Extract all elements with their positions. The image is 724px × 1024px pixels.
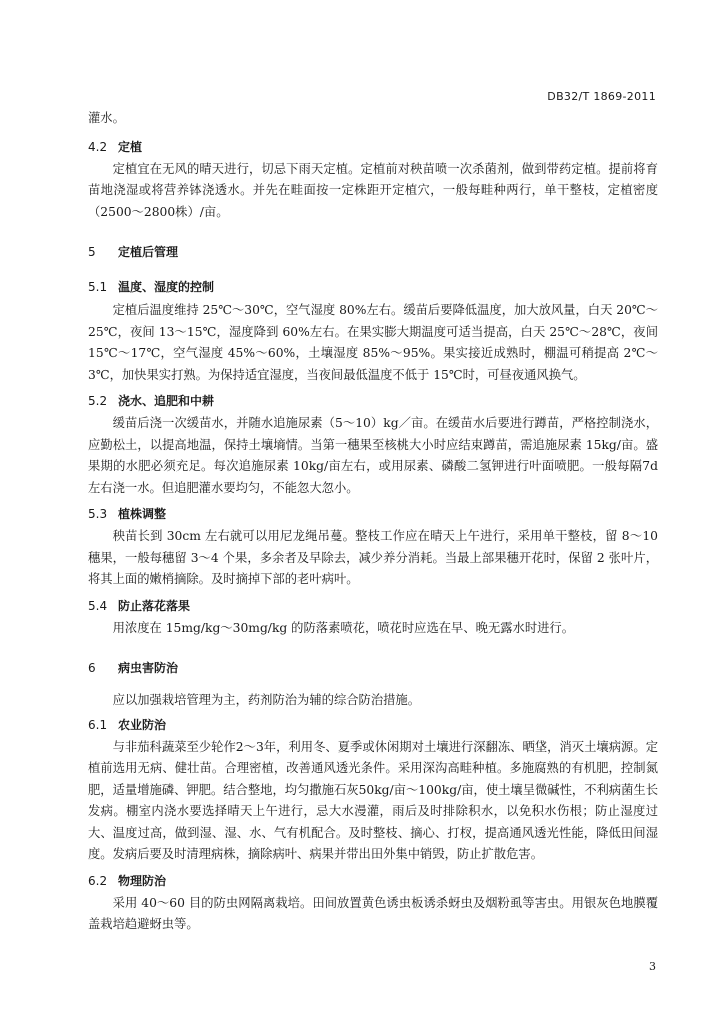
section-number: 5.3 [88,507,108,521]
section-heading [88,505,658,522]
section-title: 定植 [118,139,143,154]
paragraph: 采用 40～60 目的防虫网隔离栽培。田间放置黄色诱虫板诱杀蚜虫及烟粉虱等害虫。用银灰色地膜覆盖栽培趋避蚜虫等。 [88,895,658,931]
section-number: 6.1 [88,717,108,732]
section-number: 5.2 [88,394,108,408]
section-number: 6 [88,661,96,675]
section-title: 定植后管理 [118,245,179,259]
section-number: 6.2 [88,873,108,888]
section-number: 5.4 [88,598,108,613]
section-title: 植株调整 [118,507,167,521]
section-heading [88,716,658,733]
paragraph: 应以加强栽培管理为主，药剂防治为辅的综合防治措施。 [112,693,421,707]
section-title: 农业防治 [118,717,167,732]
section-heading [88,597,658,614]
section-heading [88,278,658,295]
section-title: 温度、湿度的控制 [118,280,215,294]
paragraph: 秧苗长到 30cm 左右就可以用尼龙绳吊蔓。整枝工作应在晴天上午进行，采用单干整枝，留 8～10穗果，一般每穗留 3～4 个果，多余者及早除去，减少养分消耗。当最上部果穗开花时，保留 2 张叶片，将其上面的嫩梢摘除。及时摘掉下部的老叶病叶。 [88,529,658,586]
section-heading [88,659,658,676]
paragraph: 定植后温度维持 25℃～30℃，空气湿度 80%左右。缓苗后要降低温度，加大放风量，白天 20℃～25℃，夜间 13～15℃，湿度降到 60%左右。在果实膨大期温度可适当提高，白天 25℃～28℃，夜间15℃～17℃，空气湿度 45%～60%，土壤湿度 85%～95%。果实接近成熟时，棚温可稍提高 2℃～3℃，加快果实打熟。为保持适宜湿度，当夜间最低温度不低于 15℃时，可昼夜通风换气。 [88,303,658,382]
paragraph: 缓苗后浇一次缓苗水，并随水追施尿素（5～10）kg／亩。在缓苗水后要进行蹲苗，严格控制浇水，应勤松土，以提高地温，保持土壤墒情。当第一穗果至核桃大小时应结束蹲苗，需追施尿素 15kg/亩。盛果期的水肥必须充足。每次追施尿素 10kg/亩左右，或用尿素、磷酸二氢钾进行叶面喷肥。一般每隔7d 左右浇一水。但追肥灌水要均匀，不能忽大忽小。 [88,416,658,495]
section-number: 5 [88,245,96,259]
section-heading [88,872,658,889]
section-title: 物理防治 [118,873,167,888]
section-title: 防止落花落果 [118,598,191,613]
section-heading [88,392,658,409]
header-doc-code: DB32/T 1869-2011 [547,90,656,103]
section-heading [88,243,658,260]
section-title: 病虫害防治 [118,661,179,675]
page-number: 3 [649,960,656,973]
paragraph: 用浓度在 15mg/kg～30mg/kg 的防落素喷花，喷花时应选在早、晚无露水时进行。 [112,620,575,635]
section-heading [88,138,658,155]
section-number: 5.1 [88,280,108,294]
paragraph: 灌水。 [88,111,125,125]
section-number: 4.2 [88,139,108,154]
paragraph: 与非茄科蔬菜至少轮作2～3年，利用冬、夏季或休闲期对土壤进行深翻冻、晒垡，消灭土壤病源。定植前选用无病、健壮苗。合理密植，改善通风透光条件。采用深沟高畦种植。多施腐熟的有机肥，控制氮肥，适量增施磷、钾肥。结合整地，均匀撒施石灰50kg/亩～100kg/亩，使土壤呈微碱性，不利病菌生长发病。棚室内浇水要选择晴天上午进行，忌大水漫灌，雨后及时排除积水，以免积水伤根；防止湿度过大、温度过高，做到湿、湿、水、气有机配合。及时整枝、摘心、打杈，提高通风透光性能，降低田间湿度。发病后要及时清理病株，摘除病叶、病果并带出田外集中销毁，防止扩散危害。 [88,739,658,861]
page-content [88,108,658,936]
paragraph: 定植宜在无风的晴天进行，切忌下雨天定植。定植前对秧苗喷一次杀菌剂，做到带药定植。提前将育苗地浇湿或将营养钵浇透水。并先在畦面按一定株距开定植穴，一般每畦种两行，单干整枝，定植密度（2500～2800株）/亩。 [88,161,658,219]
section-title: 浇水、追肥和中耕 [118,394,215,408]
